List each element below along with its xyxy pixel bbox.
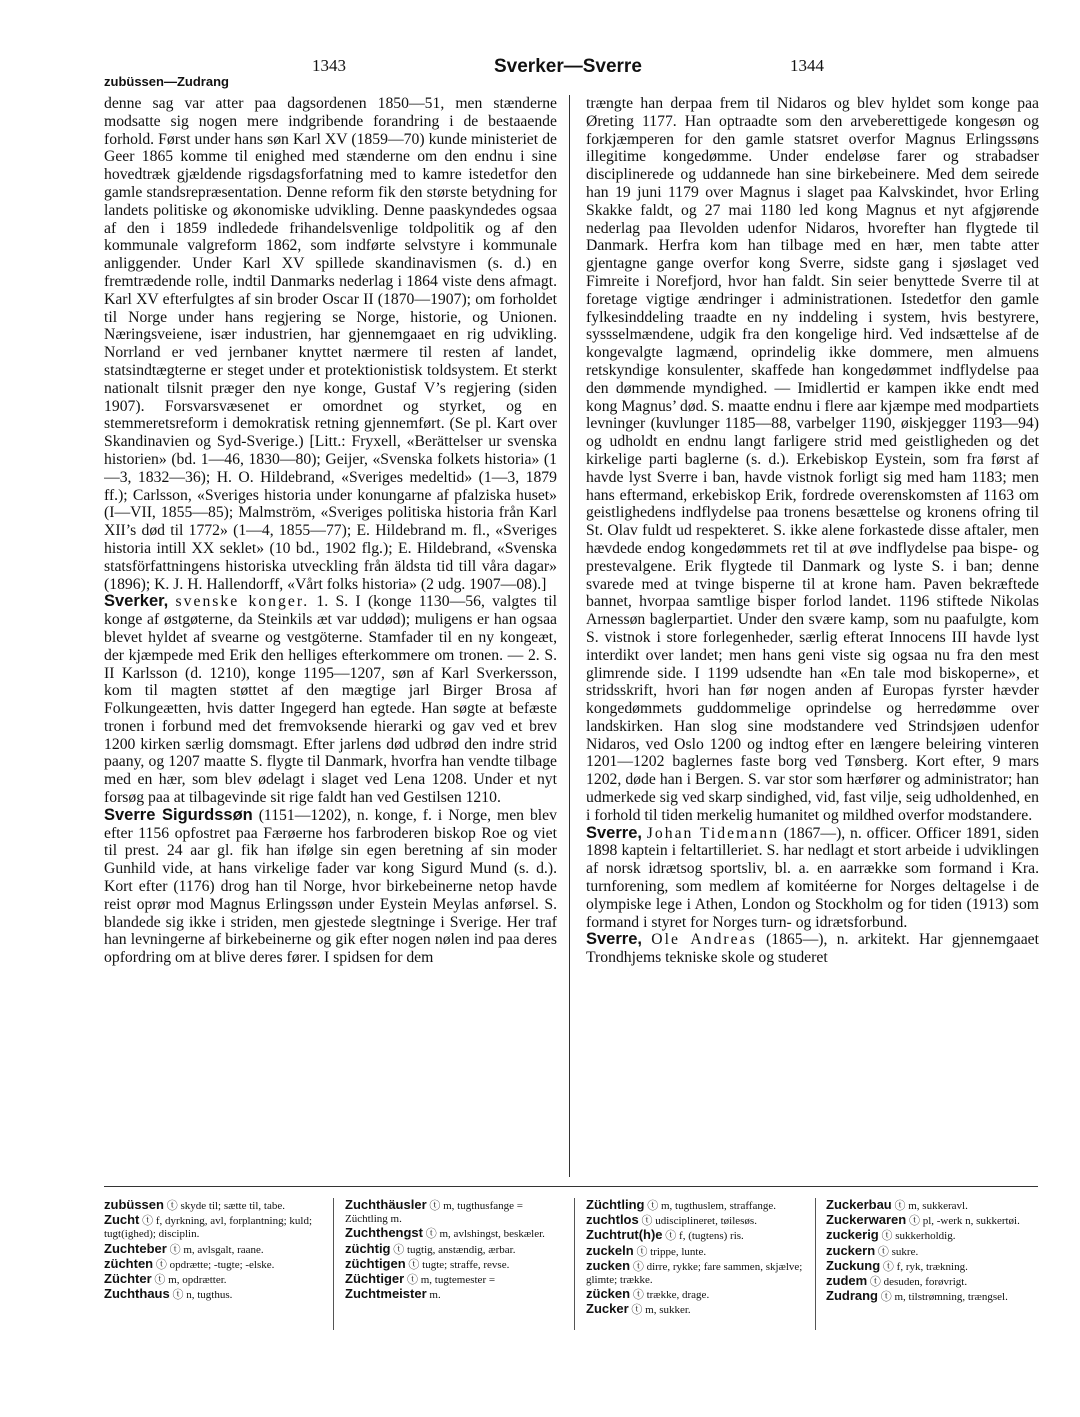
- glossary-entry: [104, 1242, 326, 1257]
- headword-sverre-ole: Sverre,: [586, 930, 642, 949]
- glossary-definition: ⓣ m, tilstrømning, trængsel.: [878, 1291, 1008, 1304]
- paragraph-sverre-reign: trængte han derpaa frem til Nidaros og blev hyldet som konge paa Øreting 1177. Han optraadte som den arveberettigede kongesøn og forkjæmperen for den gamle statsret overfor Magnus Erlingssøns illegitime kongedømme. Under endeløse farer og strabadser disciplinerede og uddannede han sine birkebeinere. Med dem seirede han 19 juni 1179 over Magnus i slaget paa Kalvskindet, hvor Erling Skakke faldt, og 27 mai 1180 led kong Magnus et nyt afgjørende nederlag paa Ilevolden udenfor Nidaros, hvorefter han flygtede til Danmark. Herfra kom han tilbage med en hær, men tabte atter gjentagne gange overfor kong Sverre, sidste gang i sjøslaget ved Fimreite i Norefjord, hvor han faldt. Sin seier benyttede Sverre til at foretage vigtige ændringer i administrationen. Istedetfor den gamle fylkesinddeling traadte en ny inddeling i system, hvis bestyrere, syssselmændene, udgik fra den kongelige hird. Ved indsættelse af de kongevalgte lagmænd, oprindelig ikke dommere, men almuens retskyndige konsulenter, skaffede han kongedømmet indflydelse paa den dømmende myndighed. — Imidlertid er kampen ikke endt med kong Magnus’ død. S. maatte endnu i flere aar kjæmpe med modpartiets levninger (kuvlunger 1185—88, varbelger 1190, øiskjegger 1193—94) og udholdt en endnu langt farligere strid med geistligheden og det kirkelige parti baglerne (s. d.). Erkebiskop Eystein, som fra først af havde lyst Sverre i ban, havde vistnok forligt sig med ham 1183; men hans eftermand, erkebiskop Erik, fordrede overenskomsten af 1163 om geistlighedens indflydelse paa tronens besættelse og kronens ofring til St. Olav fuldt ud respekteret. S. ikke alene forkastede disse aftaler, men hævdede endog kongedømmets ret til at øve indflydelse paa bispe- og prestevalgene. Erik flygtede til Danmark og lyste S. i ban; denne svarede med at tvinge bisperne til at krone ham. Paven bekræftede bannet, hvorpaa samtlige bisper forlod landet. 1196 stiftede Nikolas Arnessøn baglerpartiet. Under den svære kamp, som nu paafulgte, kom S. vistnok i store forlegenheder, særlig efterat Innocens III havde lyst interdikt over landet; men hans geni viste sig ogsaa nu fra den mest glimrende side. I 1199 udsendte han «En tale mod biskoperne», et stridsskrift, hvori han før nogen anden af Europas fyrster hævder kongedømmets guddommelige oprindelse og herredømme over landskirken. Han slog sine modstandere ved Strindsjøen udenfor Nidaros, ved Oslo 1200 og indtog efter en længere beleiring vinteren 1201—1202 baglernes faste borg ved Tønsberg. Kort efter, 9 mars 1202, døde han i Bergen. S. var stor som hærfører og administrator; han udmerkede sig ved skarp sindighed, vid, fast vilje, seig udholdenhed, en i forhold til tiden merkelig humanitet og mildhed overfor modstandere.: [586, 95, 1039, 824]
- glossary-definition: ⓣ f, ryk, trækning.: [880, 1260, 968, 1273]
- glossary-definition: ⓣ m, tugthusfange = Züchtling m.: [345, 1200, 523, 1226]
- headword-sverker: Sverker,: [104, 592, 169, 611]
- glossary-entry: [586, 1213, 808, 1228]
- glossary-entry: [826, 1274, 1048, 1289]
- glossary-entry: [104, 1257, 326, 1272]
- glossary-entry: [345, 1226, 567, 1241]
- entry-sverre-sigurdsson: [104, 807, 557, 967]
- glossary-word: Zudrang: [826, 1288, 878, 1304]
- glossary-entry: [104, 1287, 326, 1302]
- glossary-definition: ⓣ desuden, forøvrigt.: [867, 1276, 968, 1289]
- glossary-definition: ⓣ n, tugthus.: [169, 1289, 233, 1302]
- glossary-column-1: [104, 1198, 326, 1302]
- headword-sverre-johan: Sverre,: [586, 823, 642, 842]
- glossary-word: Züchtling: [586, 1197, 645, 1212]
- glossary-definition: ⓣ tugte; straffe, revse.: [405, 1258, 510, 1271]
- entry-sverre-johan: [586, 825, 1039, 932]
- glossary-definition: ⓣ opdrætte; -tugte; -elske.: [153, 1258, 275, 1271]
- glossary-definition: ⓣ dirre, rykke; fare sammen, skjælve; glimte; trække.: [586, 1260, 803, 1287]
- glossary-definition: ⓣ pl, -werk n, sukkertøi.: [906, 1215, 1020, 1228]
- glossary-entry: [345, 1287, 567, 1302]
- guide-words: zubüssen—Zudrang: [104, 74, 229, 89]
- glossary-word: zuckeln: [586, 1242, 634, 1258]
- glossary-entry: [104, 1213, 326, 1241]
- glossary-entry: [826, 1228, 1048, 1243]
- glossary-definition: ⓣ tugtig, anstændig, ærbar.: [390, 1243, 516, 1256]
- headword-sverre-sigurdsson: Sverre Sigurdssøn: [104, 805, 253, 824]
- glossary-definition: ⓣ f, (tugtens) ris.: [662, 1230, 744, 1243]
- glossary-word: Züchtiger: [345, 1271, 405, 1287]
- glossary-word: Zuchtrut(h)e: [586, 1227, 663, 1243]
- glossary-word: zucken: [586, 1257, 631, 1273]
- left-column: [104, 95, 557, 1177]
- glossary-definition: ⓣ m, tugthuslem, straffange.: [644, 1200, 776, 1212]
- right-column: [586, 95, 1039, 1177]
- glossary-definition: ⓣ m, sukkeravl.: [891, 1200, 968, 1212]
- ole-text: (1865—), n. arkitekt. Har gjennemgaaet Trondhjems tekniske skole og studeret: [586, 931, 1039, 967]
- glossary-entry: [345, 1198, 567, 1226]
- glossary-word: Züchter: [104, 1271, 152, 1287]
- glossary-column-4: [826, 1198, 1048, 1304]
- glossary-definition: ⓣ skyde til; sætte til, tabe.: [163, 1200, 285, 1212]
- glossary-entry: [826, 1198, 1048, 1213]
- glossary-word: Zuchthaus: [104, 1286, 170, 1302]
- glossary-word: zubüssen: [104, 1197, 164, 1212]
- glossary-word: Zuckerbau: [826, 1197, 892, 1212]
- glossary-entry: [586, 1228, 808, 1243]
- entry-sverker: [104, 593, 557, 807]
- glossary-word: Zuchthäusler: [345, 1197, 427, 1212]
- glossary-definition: ⓣ sukkerholdig.: [878, 1230, 956, 1243]
- glossary-definition: ⓣ m, tugtemester =: [404, 1274, 496, 1287]
- entry-sverre-ole: [586, 931, 1039, 967]
- glossary-definition: ⓣ m, sukker.: [628, 1304, 691, 1317]
- glossary-word: zuckerig: [826, 1227, 879, 1243]
- glossary-entry: [586, 1198, 808, 1213]
- glossary-definition: ⓣ f, dyrkning, avl, forplantning; kuld; tugt(ighed); disciplin.: [104, 1215, 313, 1241]
- glossary-word: zudem: [826, 1273, 868, 1289]
- glossary-definition: ⓣ trække, drage.: [630, 1289, 710, 1302]
- glossary-word: Zuckung: [826, 1257, 881, 1273]
- page-number-left: 1343: [312, 56, 346, 75]
- glossary-word: Zuchteber: [104, 1240, 167, 1256]
- glossary-definition: ⓣ udisciplineret, tøilesøs.: [638, 1215, 757, 1228]
- johan-text: (1867—), n. officer. Officer 1891, siden 1898 kaptein i feltartilleriet. S. har nedlagt et stort arbeide i udviklingen af norsk idrætsog sportsliv, bl. a. en aarrække som formand i Kra. turnforening, som medlem af komitéerne for Norges deltagelse i de olympiske lege i Athen, London og Stockholm og for tiden (1913) som formand i styret for Norges turn- og idrætsforbund.: [586, 824, 1039, 931]
- glossary-word: Zuchthengst: [345, 1225, 423, 1241]
- glossary-entry: [345, 1242, 567, 1257]
- glossary-entry: [345, 1257, 567, 1272]
- page-number-right: 1344: [790, 56, 824, 75]
- glossary-definition: m.: [426, 1289, 441, 1302]
- glossary-entry: [586, 1287, 808, 1302]
- glossary-word: züchtig: [345, 1240, 391, 1256]
- glossary-definition: ⓣ trippe, lunte.: [633, 1245, 707, 1258]
- glossary-entry: [104, 1198, 326, 1213]
- glossary-column-2: [345, 1198, 567, 1302]
- ole-name: Ole Andreas: [651, 931, 757, 949]
- glossary-entry: [345, 1272, 567, 1287]
- sverker-subtitle: svenske konger.: [175, 593, 310, 611]
- glossary-entry: [826, 1289, 1048, 1304]
- glossary-definition: ⓣ m, opdrætter.: [151, 1274, 227, 1287]
- glossary-definition: ⓣ m, avlshingst, beskæler.: [423, 1228, 545, 1241]
- glossary-word: züchten: [104, 1255, 154, 1271]
- glossary-word: Zuckerwaren: [826, 1212, 907, 1228]
- glossary-entry: [586, 1302, 808, 1317]
- glossary-separator: [333, 1198, 334, 1330]
- glossary-separator: [574, 1198, 575, 1330]
- johan-name: Johan Tidemann: [646, 824, 779, 842]
- glossary-entry: [104, 1272, 326, 1287]
- paragraph-sweden-history: denne sag var atter paa dagsordenen 1850—51, men stænderne modsatte sig nogen mere indgribende forandring i de bestaaende forhold. Først under hans søn Karl XV (1859—70) kunde ministeriet de Geer 1865 komme til enighed med stænderne om den endnu i sine hovedtræk gjældende rigsdagsforfatning med to kamre istedetfor den gamle standsrepræsentation. Denne reform fik den største betydning for landets politiske og økonomiske udvikling. Denne paaskyndedes ogsaa af den i 1859 indledede frihandelsvenlige toldpolitik og af den kommunale valgreform 1862, som indførte selvstyre i kommunale anliggender. Under Karl XV spillede skandinavismen (s. d.) en fremtrædende rolle, indtil Danmarks nederlag i 1864 viste dens afmagt. Karl XV efterfulgtes af sin broder Oscar II (1870—1907); om forholdet til Norge under hans regjering se Norge, historie, og Unionen. Næringsveiene, især industrien, har gjennemgaaet en rig udvikling. Norrland er ved jernbaner knyttet nærmere til resten af landet, statsindtægterne er steget under et protektionistisk toldsystem. Et sterkt nationalt tilsnit præger den nye konge, Gustaf V’s regjering (siden 1907). Forsvarsvæsenet er omordnet og styrket, og en stemmeretsreform i demokratisk retning gjennemført. (Se pl. Kart over Skandinavien og Syd-Sverige.) [Litt.: Fryxell, «Berättelser ur svenska historien» (bd. 1—46, 1830—80); Geijer, «Svenska folkets historia» (1—3, 1832—36); H. O. Hildebrand, «Sveriges medeltid» (1—3, 1879 ff.); Carlsson, «Sveriges historia under konungarne af pfalziska huset» (I—VII, 1855—85); Malmström, «Sveriges politiska historia från Karl XII’s død til 1772» (1—4, 1855—77); E. Hildebrand m. fl., «Sveriges historia intill XX seklet» (10 bd., 1902 flg.); E. Hildebrand, «Svenska statsförfattningens historiska utveckling från äldsta tid till våra dagar» (1896); K. J. H. Hallendorff, «Vårt folks historia» (2 udg. 1907—08).]: [104, 95, 557, 593]
- glossary-column-3: [586, 1198, 808, 1318]
- glossary-word: zuckern: [826, 1242, 876, 1258]
- sverker-text: 1. S. I (konge 1130—56, valgtes til konge af østgøterne, da Steinkils æt var uddød); muligens er han ogsaa blevet hyldet af svearne og vestgöterne. Stamfader til en ny kongeæt, der kjæmpede med Erik den helliges efterkommere om tronen. — 2. S. II Karlsson (d. 1210), konge 1195—1207, søn af Karl Sverkersson, kom til magten støttet af den mægtige jarl Birger Brosa af Folkungeætten, hvis datter Ingegerd han egtede. Han søgte at befæste tronen i forbund med det fremvoksende hierarki og gav ved et brev 1200 kirken særlig domsmagt. Efter jarlens død udbrød den indre strid paany, og 1207 maatte S. flygte til Danmark, hvorfra han vendte tilbage med en hær, som blev ødelagt i slaget ved Lena 1208. Under et nyt forsøg paa at tilbagevinde sit rige faldt han ved Gestilsen 1210.: [104, 593, 557, 807]
- glossary-entry: [826, 1244, 1048, 1259]
- glossary-entry: [586, 1259, 808, 1287]
- footer-rule: [104, 1186, 1038, 1187]
- glossary-word: Zucker: [586, 1301, 629, 1317]
- glossary-entry: [826, 1213, 1048, 1228]
- glossary-entry: [586, 1244, 808, 1259]
- column-divider: [569, 95, 570, 1177]
- glossary-definition: ⓣ sukre.: [875, 1245, 919, 1258]
- sverre-text: (1151—1202), n. konge, f. i Norge, men blev efter 1156 opfostret paa Færøerne hos farbroderen biskop Roe og viet til prest. 24 aar gl. fik han ifølge sin egen beretning af sin moder Gunhild vide, at hans virkelige fader var kong Sigurd Mund (s. d.). Kort efter (1176) drog han til Norge, hvor birkebeinerne netop havde reist oprør mod Magnus Erlingssøn under Eystein Meylas anførsel. S. blandede sig ikke i striden, men gjestede slegtninge i Sverige. Her traf han levningerne af birkebeinerne og gik efter nogen nølen ind paa deres opfordring om at blive deres fører. I spidsen for dem: [104, 806, 557, 967]
- glossary-definition: ⓣ m, avlsgalt, raane.: [166, 1243, 264, 1256]
- glossary-word: Zucht: [104, 1212, 140, 1228]
- glossary-word: Zuchtmeister: [345, 1286, 427, 1302]
- glossary-word: züchtigen: [345, 1255, 406, 1271]
- glossary-entry: [826, 1259, 1048, 1274]
- page-title: Sverker—Sverre: [494, 56, 642, 77]
- glossary-word: zuchtlos: [586, 1212, 639, 1228]
- glossary-word: zücken: [586, 1286, 631, 1302]
- glossary-separator: [815, 1198, 816, 1330]
